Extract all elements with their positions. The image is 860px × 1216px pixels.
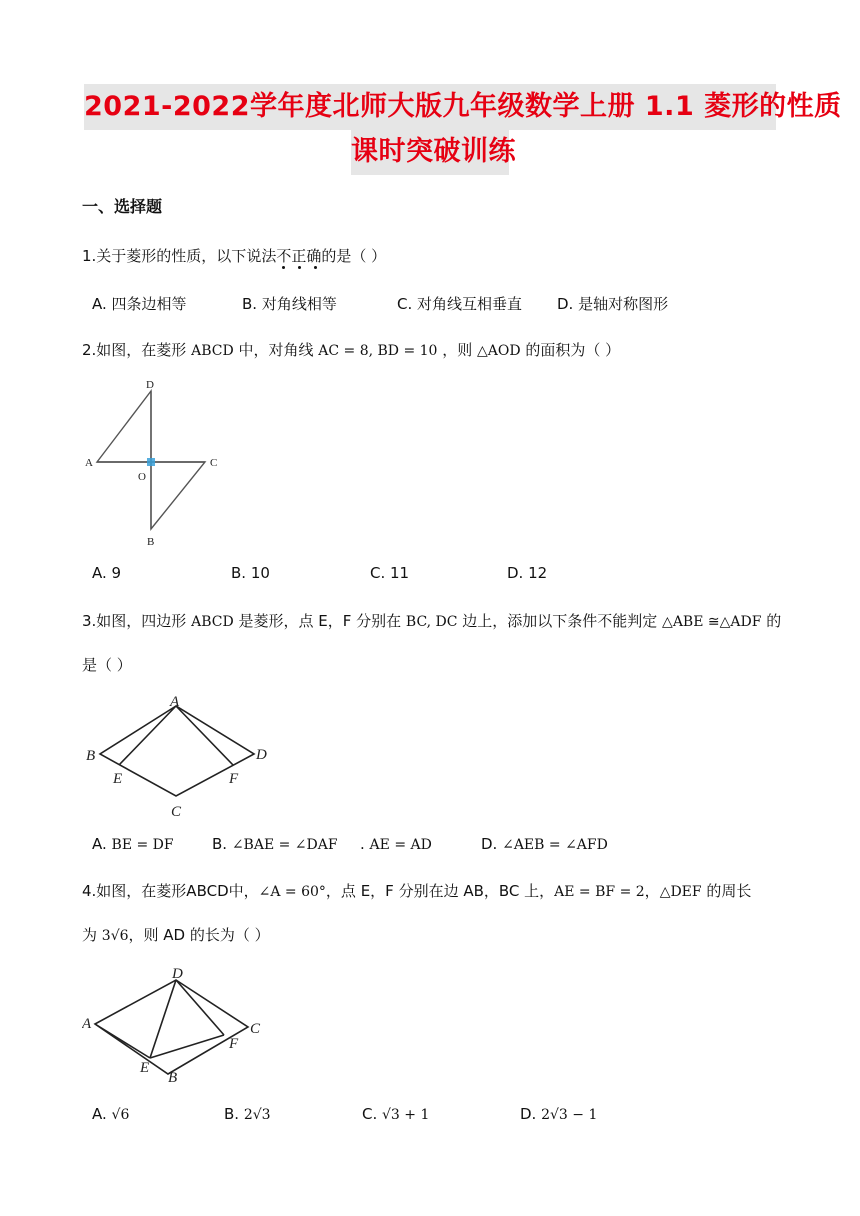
section-heading: 一、选择题: [82, 197, 163, 216]
question-4-text-line-2: 为 3√6，则 AD 的长为（ ）: [82, 926, 270, 944]
q3-label-a: A: [170, 694, 180, 710]
emphasis-dot: [282, 266, 285, 269]
question-3-text: 3.如图，四边形 ABCD 是菱形，点 E，F 分别在 BC, DC 边上，添加以下条件不能判定 △ABE ≅△ADF 的: [82, 612, 782, 630]
q3-option-d[interactable]: D. ∠AEB = ∠AFD: [481, 835, 608, 853]
question-3-text-line-2: 是（ ）: [82, 656, 132, 674]
q3-option-b[interactable]: B. ∠BAE = ∠DAF: [212, 835, 338, 853]
q3-label-f: F: [229, 771, 239, 787]
q4-label-c: C: [250, 1021, 261, 1037]
q4-option-d[interactable]: D. 2√3 − 1: [520, 1105, 598, 1123]
q4-rhombus-figure: [82, 962, 272, 1090]
q4-label-d: D: [172, 966, 183, 982]
q2-option-c[interactable]: C. 11: [370, 564, 410, 582]
emphasis-dot: [298, 266, 301, 269]
q4-option-a[interactable]: A. √6: [92, 1105, 130, 1123]
q3-option-a[interactable]: A. BE = DF: [92, 835, 174, 853]
q4-label-f: F: [229, 1036, 239, 1052]
q4-label-e: E: [140, 1060, 150, 1076]
q3-option-c[interactable]: . AE = AD: [360, 835, 432, 853]
q2-label-b: B: [147, 536, 155, 548]
q2-label-c: C: [210, 457, 218, 469]
q3-label-c: C: [171, 804, 182, 820]
q2-option-d[interactable]: D. 12: [507, 564, 548, 582]
q1-option-a[interactable]: A. 四条边相等: [92, 295, 187, 313]
q4-option-c[interactable]: C. √3 + 1: [362, 1105, 430, 1123]
q2-label-a: A: [85, 457, 93, 469]
q1-option-b[interactable]: B. 对角线相等: [242, 295, 337, 313]
q3-label-b: B: [86, 748, 96, 764]
q3-rhombus-figure: [82, 692, 282, 822]
q2-option-a[interactable]: A. 9: [92, 564, 122, 582]
q4-option-b[interactable]: B. 2√3: [224, 1105, 271, 1123]
emphasis-dot: [314, 266, 317, 269]
q2-rhombus-figure: [82, 374, 232, 550]
doc-title-line-1: 2021-2022学年度北师大版九年级数学上册 1.1 菱形的性质: [84, 84, 776, 130]
q2-label-o: O: [138, 471, 146, 483]
q1-option-d[interactable]: D. 是轴对称图形: [557, 295, 669, 313]
q2-option-b[interactable]: B. 10: [231, 564, 270, 582]
q1-option-c[interactable]: C. 对角线互相垂直: [397, 295, 523, 313]
q2-label-d: D: [146, 379, 154, 391]
q4-label-b: B: [168, 1070, 178, 1086]
question-4-text: 4.如图，在菱形ABCD中，∠A = 60°，点 E，F 分别在边 AB，BC 上，AE = BF = 2，△DEF 的周长: [82, 882, 752, 900]
doc-title-line-2: 课时突破训练: [351, 129, 509, 175]
q3-label-e: E: [113, 771, 123, 787]
question-1-text: 1.关于菱形的性质，以下说法不正确的是（ ）: [82, 247, 387, 265]
q4-label-a: A: [82, 1016, 92, 1032]
question-2-text: 2.如图，在菱形 ABCD 中，对角线 AC = 8, BD = 10 ，则 △AOD 的面积为（ ）: [82, 341, 621, 359]
q3-label-d: D: [256, 747, 267, 763]
